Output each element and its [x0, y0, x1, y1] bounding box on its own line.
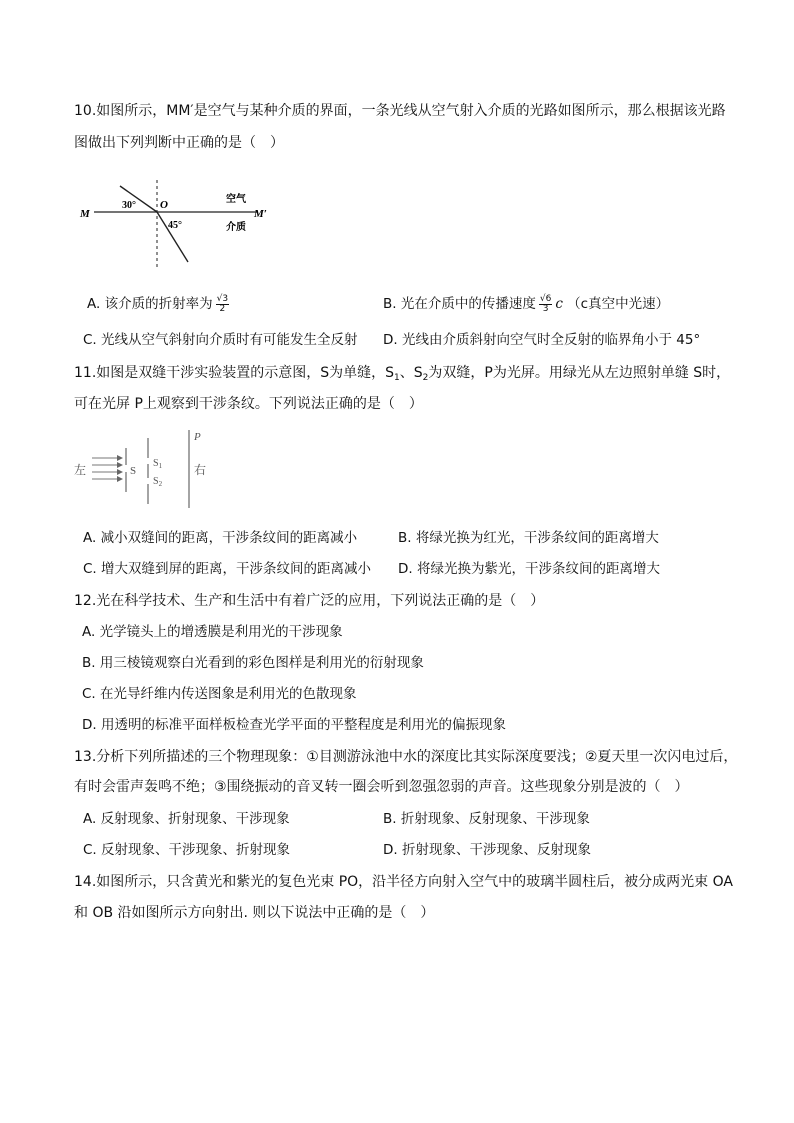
q10-option-c: C. 光线从空气斜射向介质时有可能发生全反射	[83, 332, 358, 348]
label-S2: $S_2$	[153, 476, 163, 488]
q11-option-b: B. 将绿光换为红光，干涉条纹间的距离增大	[398, 530, 659, 546]
q12-option-a: A. 光学镜头上的增透膜是利用光的干涉现象	[82, 624, 343, 640]
q11-stem-line2: 可在光屏 P上观察到干涉条纹。下列说法正确的是（ ）	[74, 396, 423, 412]
q11-option-c: C. 增大双缝到屏的距离，干涉条纹间的距离减小	[83, 561, 372, 577]
q14-stem-line1: 14.如图所示，只含黄光和紫光的复色光束 PO，沿半径方向射入空气中的玻璃半圆柱后，被分成两光束 OA	[74, 874, 733, 890]
label-medium: 介质	[226, 222, 246, 233]
q11-stem-part-b: 、S	[399, 365, 423, 381]
label-O: O	[160, 199, 168, 211]
q10-option-b-fraction	[539, 295, 552, 314]
q10-stem-line1: 10.如图所示，MM′是空气与某种介质的界面，一条光线从空气射入介质的光路如图所示，那么根据该光路	[74, 103, 726, 119]
light-arrows	[92, 458, 122, 479]
label-M-prime: M′	[254, 208, 267, 220]
q11-stem-sub2: 2	[422, 373, 429, 383]
q11-option-a: A. 减小双缝间的距离，干涉条纹间的距离减小	[83, 530, 358, 546]
q10-option-a	[87, 294, 232, 314]
q13-stem-line2: 有时会雷声轰鸣不绝；③围绕振动的音叉转一圈会听到忽强忽弱的声音。这些现象分别是波的（ ）	[74, 779, 689, 795]
label-P: P	[194, 431, 201, 443]
q10-option-b-text: B. 光在介质中的传播速度	[383, 296, 536, 312]
q10-option-d: D. 光线由介质斜射向空气时全反射的临界角小于 45°	[383, 332, 701, 348]
q13-option-a: A. 反射现象、折射现象、干涉现象	[83, 811, 290, 827]
q11-stem-part-c: 为双缝，P为光屏。用绿光从左边照射单缝 S时，	[428, 365, 731, 381]
q10-option-a-den: 2	[219, 303, 226, 314]
q10-option-b-var: c	[555, 296, 563, 312]
q10-option-b-den: 3	[542, 303, 549, 314]
q10-option-b	[383, 294, 669, 314]
q11-option-d: D. 将绿光换为紫光，干涉条纹间的距离增大	[398, 561, 660, 577]
q12-stem: 12.光在科学技术、生产和生活中有着广泛的应用，下列说法正确的是（ ）	[74, 593, 545, 609]
q12-option-b: B. 用三棱镜观察白光看到的彩色图样是利用光的衍射现象	[82, 655, 424, 671]
label-air: 空气	[226, 194, 246, 205]
q10-option-a-num: √3	[216, 293, 229, 304]
q10-option-b-num: √6	[539, 293, 552, 304]
q11-double-slit-figure	[72, 428, 222, 510]
q13-option-d: D. 折射现象、干涉现象、反射现象	[383, 842, 591, 858]
label-S: S	[130, 465, 137, 477]
q10-option-b-suffix: （c真空中光速）	[567, 296, 670, 312]
q11-stem-part-a: 11.如图是双缝干涉实验装置的示意图，S为单缝，S	[74, 365, 395, 381]
q11-stem-line1	[74, 363, 730, 388]
q12-option-c: C. 在光导纤维内传送图象是利用光的色散现象	[82, 686, 357, 702]
q10-stem-line2: 图做出下列判断中正确的是（ ）	[74, 135, 284, 151]
label-angle-30: 30°	[122, 200, 136, 211]
label-S1: $S_1$	[153, 458, 163, 470]
label-left: 左	[74, 463, 87, 477]
q11-stem-sub1: 1	[394, 373, 400, 383]
q13-option-b: B. 折射现象、反射现象、干涉现象	[383, 811, 590, 827]
q10-refraction-figure	[76, 178, 276, 274]
q13-option-c: C. 反射现象、干涉现象、折射现象	[83, 842, 291, 858]
q13-stem-line1: 13.分析下列所描述的三个物理现象：①目测游泳池中水的深度比其实际深度要浅；②夏天里一次闪电过后，	[74, 749, 738, 765]
q10-option-a-fraction	[216, 295, 229, 314]
label-right: 右	[194, 463, 207, 477]
q14-stem-line2: 和 OB 沿如图所示方向射出. 则以下说法中正确的是（ ）	[74, 905, 435, 921]
q10-option-a-text: A. 该介质的折射率为	[87, 296, 213, 312]
label-angle-45: 45°	[168, 220, 182, 231]
q12-option-d: D. 用透明的标准平面样板检查光学平面的平整程度是利用光的偏振现象	[82, 717, 506, 733]
label-M: M	[80, 208, 90, 220]
